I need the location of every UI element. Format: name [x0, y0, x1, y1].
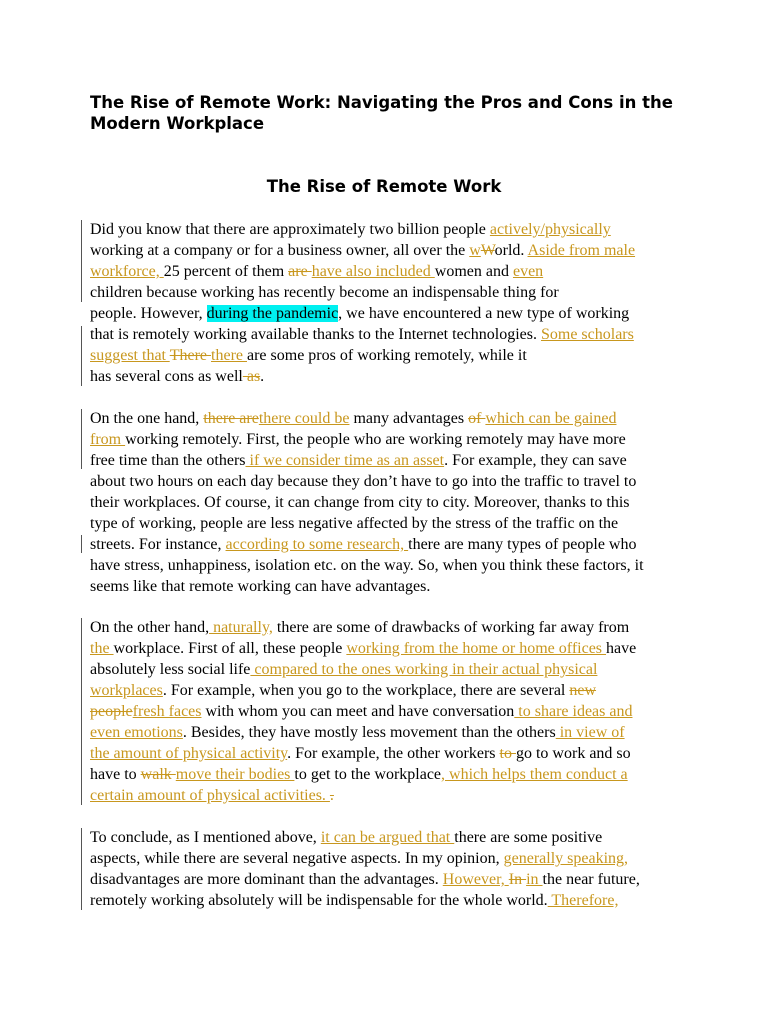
tracked-insertion: compared to the ones working in their actual physical — [250, 661, 598, 678]
change-bar — [81, 409, 82, 469]
change-bar — [81, 618, 82, 805]
paragraph-1-line — [90, 345, 527, 366]
tracked-insertion: in view of — [555, 724, 625, 741]
paragraph-1-line — [90, 219, 611, 240]
paragraph-3-line — [90, 617, 629, 638]
text-run: On the one hand, — [90, 410, 204, 427]
highlighted-text: during the pandemic — [206, 305, 339, 322]
text-run: are some pros of working remotely, while it — [247, 347, 527, 364]
tracked-insertion: which can be gained — [485, 410, 617, 427]
tracked-insertion: w — [469, 242, 481, 259]
paragraph-3-line — [90, 680, 596, 701]
tracked-insertion: naturally, — [209, 619, 273, 636]
change-bar — [81, 828, 82, 910]
paragraph-1-line — [90, 240, 635, 261]
tracked-insertion: , which helps them conduct a — [441, 766, 628, 783]
tracked-insertion: generally speaking, — [503, 850, 629, 867]
tracked-deletion: . — [329, 787, 334, 804]
paragraph-3-line — [90, 722, 625, 743]
paragraph-3-line — [90, 764, 628, 785]
tracked-deletion: to — [499, 745, 516, 762]
text-run: . For example, when you go to the workplace, there are several — [162, 682, 570, 699]
tracked-insertion: Aside from male — [527, 242, 636, 259]
text-run: working at a company or for a business owner, all over the — [90, 242, 470, 259]
text-run: . For example, they can save — [444, 452, 627, 469]
tracked-insertion: the amount of physical activity — [90, 745, 288, 762]
tracked-deletion: as — [242, 368, 261, 385]
paragraph-3-line — [90, 659, 597, 680]
tracked-deletion: there are — [203, 410, 259, 427]
text-run: people. However, — [90, 305, 207, 322]
tracked-insertion: if we consider time as an asset — [245, 452, 445, 469]
tracked-insertion: actively/physically — [489, 221, 611, 238]
paragraph-3-line — [90, 743, 631, 764]
text-run: to get to the workplace — [294, 766, 442, 783]
paragraph-3-line — [90, 701, 632, 722]
text-run: absolutely less social life — [90, 661, 251, 678]
tracked-deletion: W — [480, 242, 495, 259]
tracked-insertion: even emotions — [90, 724, 183, 741]
tracked-deletion: of — [468, 410, 486, 427]
text-run: Did you know that there are approximately two billion people — [90, 221, 490, 238]
paragraph-2-line — [90, 408, 616, 429]
text-run: their workplaces. Of course, it can change from city to city. Moreover, thanks to this — [90, 494, 630, 511]
tracked-insertion: have also included — [311, 263, 435, 280]
paragraph-1-line — [90, 303, 629, 324]
paragraph-2-line — [90, 429, 626, 450]
text-run: , we have encountered a new type of working — [338, 305, 630, 322]
paragraph-2-line — [90, 513, 618, 534]
text-run: with whom you can meet and have conversation — [201, 703, 515, 720]
text-run: children because working has recently become an indispensable thing for — [90, 284, 559, 301]
tracked-insertion: Therefore, — [547, 892, 619, 909]
paragraph-2-line — [90, 492, 630, 513]
tracked-deletion: In — [508, 871, 527, 888]
paragraph-1-line — [90, 324, 634, 345]
text-run: remotely working absolutely will be indispensable for the whole world. — [90, 892, 548, 909]
paragraph-2-line — [90, 471, 636, 492]
tracked-insertion: the — [90, 640, 114, 657]
tracked-insertion: fresh faces — [132, 703, 202, 720]
text-run: seems like that remote working can have advantages. — [90, 578, 431, 595]
paragraph-1-line — [90, 282, 559, 303]
paragraph-2-line — [90, 534, 636, 555]
tracked-deletion: There — [169, 347, 212, 364]
tracked-insertion: according to some research, — [225, 536, 409, 553]
tracked-insertion: working from the home or home offices — [346, 640, 607, 657]
tracked-insertion: However, — [442, 871, 509, 888]
tracked-deletion: new — [569, 682, 597, 699]
text-run: there are some positive — [454, 829, 603, 846]
tracked-deletion: people — [90, 703, 133, 720]
tracked-insertion: there — [211, 347, 247, 364]
text-run: 25 percent of them — [163, 263, 289, 280]
text-run: . Besides, they have mostly less movement than the others — [182, 724, 556, 741]
text-run: go to work and so — [515, 745, 631, 762]
text-run: On the other hand, — [90, 619, 210, 636]
tracked-insertion: move their bodies — [175, 766, 295, 783]
paragraph-4-line — [90, 869, 640, 890]
document-title: The Rise of Remote Work: Navigating the Pros and Cons in the Modern Workplace — [90, 93, 673, 133]
text-run: have to — [90, 766, 141, 783]
paragraph-1-line — [90, 366, 264, 387]
change-bar — [81, 535, 82, 553]
paragraph-3-line — [90, 785, 334, 806]
tracked-insertion: it can be argued that — [320, 829, 455, 846]
tracked-deletion: walk — [140, 766, 176, 783]
text-run: streets. For instance, — [90, 536, 226, 553]
text-run: have stress, unhappiness, isolation etc. on the way. So, when you think these factors, it — [90, 557, 644, 574]
tracked-insertion: to share ideas and — [514, 703, 633, 720]
section-heading: The Rise of Remote Work — [266, 177, 502, 196]
text-run: free time than the others — [90, 452, 246, 469]
tracked-insertion: even — [512, 263, 544, 280]
paragraph-4-line — [90, 827, 602, 848]
text-run: has several cons as well — [90, 368, 243, 385]
tracked-insertion: suggest that — [90, 347, 170, 364]
tracked-insertion: from — [90, 431, 126, 448]
change-bar — [81, 326, 82, 386]
text-run: To conclude, as I mentioned above, — [90, 829, 321, 846]
text-run: disadvantages are more dominant than the advantages. — [90, 871, 443, 888]
text-run: about two hours on each day because they don’t have to go into the traffic to travel to — [90, 473, 637, 490]
paragraph-2-line — [90, 555, 644, 576]
tracked-insertion: workplaces — [90, 682, 163, 699]
text-run: . — [260, 368, 265, 385]
tracked-insertion: there could be — [258, 410, 350, 427]
text-run: there are some of drawbacks of working far away from — [272, 619, 630, 636]
paragraph-4-line — [90, 848, 628, 869]
text-run: the near future, — [542, 871, 640, 888]
paragraph-2-line — [90, 450, 627, 471]
text-run: many advantages — [349, 410, 469, 427]
text-run: orld. — [494, 242, 528, 259]
paragraph-4-line — [90, 890, 618, 911]
text-run: have — [606, 640, 637, 657]
paragraph-1-line — [90, 261, 543, 282]
text-run: aspects, while there are several negative aspects. In my opinion, — [90, 850, 504, 867]
text-run: workplace. First of all, these people — [113, 640, 347, 657]
text-run: women and — [434, 263, 513, 280]
paragraph-2-line — [90, 576, 430, 597]
tracked-insertion: workforce, — [90, 263, 164, 280]
text-run: working remotely. First, the people who are working remotely may have more — [125, 431, 626, 448]
text-run: . For example, the other workers — [287, 745, 500, 762]
text-run: there are many types of people who — [408, 536, 637, 553]
text-run: type of working, people are less negative affected by the stress of the traffic on the — [90, 515, 619, 532]
tracked-deletion: are — [288, 263, 312, 280]
tracked-insertion: Some scholars — [540, 326, 634, 343]
tracked-insertion: certain amount of physical activities. — [90, 787, 330, 804]
change-bar — [81, 220, 82, 302]
text-run: that is remotely working available thanks to the Internet technologies. — [90, 326, 541, 343]
paragraph-3-line — [90, 638, 636, 659]
tracked-insertion: in — [526, 871, 543, 888]
